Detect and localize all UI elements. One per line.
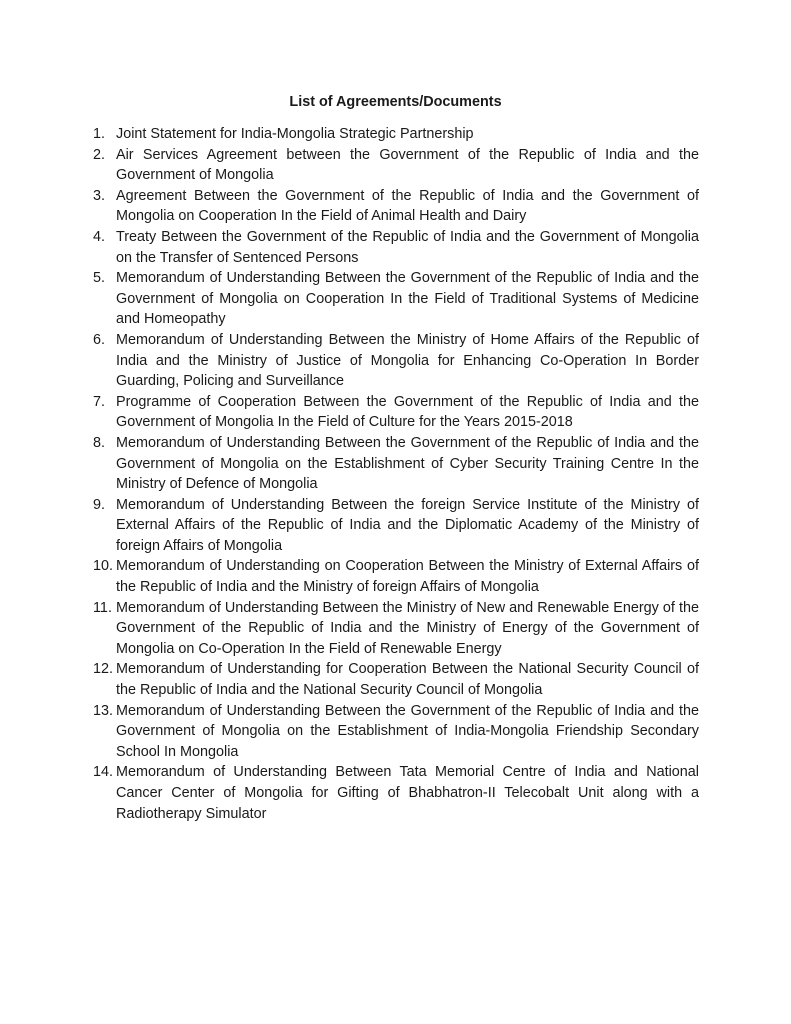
list-item-number: 9.	[93, 496, 106, 513]
list-item-text: Memorandum of Understanding Between Tata Memorial Centre of India and National Cancer Center of Mongolia for Gifting of Bhabhatron-II Telecobalt Unit along with a Radiotherapy Simulator	[116, 764, 699, 822]
list-item-text: Memorandum of Understanding Between the Government of the Republic of India and the Government of Mongolia on Cooperation In the Field of Traditional Systems of Medicine and Homeopathy	[116, 270, 699, 328]
list-item-number: 10.	[93, 558, 114, 575]
list-item-text: Memorandum of Understanding Between the Government of the Republic of India and the Government of Mongolia on the Establishment of India-Mongolia Friendship Secondary School In Mongolia	[116, 702, 699, 760]
list-item	[93, 762, 699, 824]
list-item-number: 12.	[93, 661, 114, 678]
list-item-number: 7.	[93, 393, 106, 410]
list-item	[93, 556, 699, 597]
list-item-text: Memorandum of Understanding Between the Ministry of Home Affairs of the Republic of India and the Ministry of Justice of Mongolia for Enhancing Co-Operation In Border Guarding, Policing and Surveillance	[116, 331, 699, 390]
list-item	[93, 433, 699, 495]
list-item	[93, 392, 699, 433]
list-item	[93, 495, 699, 557]
list-item-number: 11.	[93, 599, 112, 616]
list-item-text: Joint Statement for India-Mongolia Strategic Partnership	[116, 126, 474, 142]
list-item	[93, 186, 699, 227]
list-item-text: Memorandum of Understanding Between the Ministry of New and Renewable Energy of the Government of the Republic of India and the Ministry of Energy of the Government of Mongolia on Co-Operation In the Field of Renewable Energy	[116, 599, 699, 657]
list-item-text: Memorandum of Understanding Between the Government of the Republic of India and the Government of Mongolia on the Establishment of Cyber Security Training Centre In the Ministry of Defence of Mongolia	[116, 434, 699, 493]
list-item-text: Treaty Between the Government of the Republic of India and the Government of Mongolia on the Transfer of Sentenced Persons	[116, 228, 699, 266]
list-item	[93, 701, 699, 763]
list-item	[93, 145, 699, 186]
list-item-text: Agreement Between the Government of the Republic of India and the Government of Mongolia on Cooperation In the Field of Animal Health and Dairy	[116, 187, 699, 225]
list-item-text: Memorandum of Understanding on Cooperation Between the Ministry of External Affairs of the Republic of India and the Ministry of foreign Affairs of Mongolia	[116, 558, 699, 596]
list-item	[93, 330, 699, 392]
list-item-number: 14.	[93, 764, 114, 781]
list-item-number: 5.	[93, 270, 106, 287]
list-item-number: 1.	[93, 126, 106, 142]
list-item-number: 4.	[93, 228, 106, 245]
list-item	[93, 227, 699, 268]
list-item-number: 2.	[93, 146, 106, 163]
list-item	[93, 659, 699, 700]
list-item	[93, 598, 699, 660]
list-item-number: 6.	[93, 331, 106, 348]
list-item-text: Memorandum of Understanding for Cooperation Between the National Security Council of the Republic of India and the National Security Council of Mongolia	[116, 661, 699, 699]
list-item-number: 3.	[93, 187, 106, 204]
list-item	[93, 268, 699, 330]
list-item	[93, 124, 699, 145]
list-item-text: Memorandum of Understanding Between the foreign Service Institute of the Ministry of External Affairs of the Republic of India and the Diplomatic Academy of the Ministry of foreign Affairs of Mongolia	[116, 496, 699, 554]
agreements-list	[93, 124, 699, 824]
document-title: List of Agreements/Documents	[289, 94, 502, 110]
list-item-text: Programme of Cooperation Between the Government of the Republic of India and the Government of Mongolia In the Field of Culture for the Years 2015-2018	[116, 393, 699, 431]
list-item-text: Air Services Agreement between the Government of the Republic of India and the Government of Mongolia	[116, 146, 699, 184]
list-item-number: 8.	[93, 434, 106, 451]
list-item-number: 13.	[93, 702, 114, 719]
